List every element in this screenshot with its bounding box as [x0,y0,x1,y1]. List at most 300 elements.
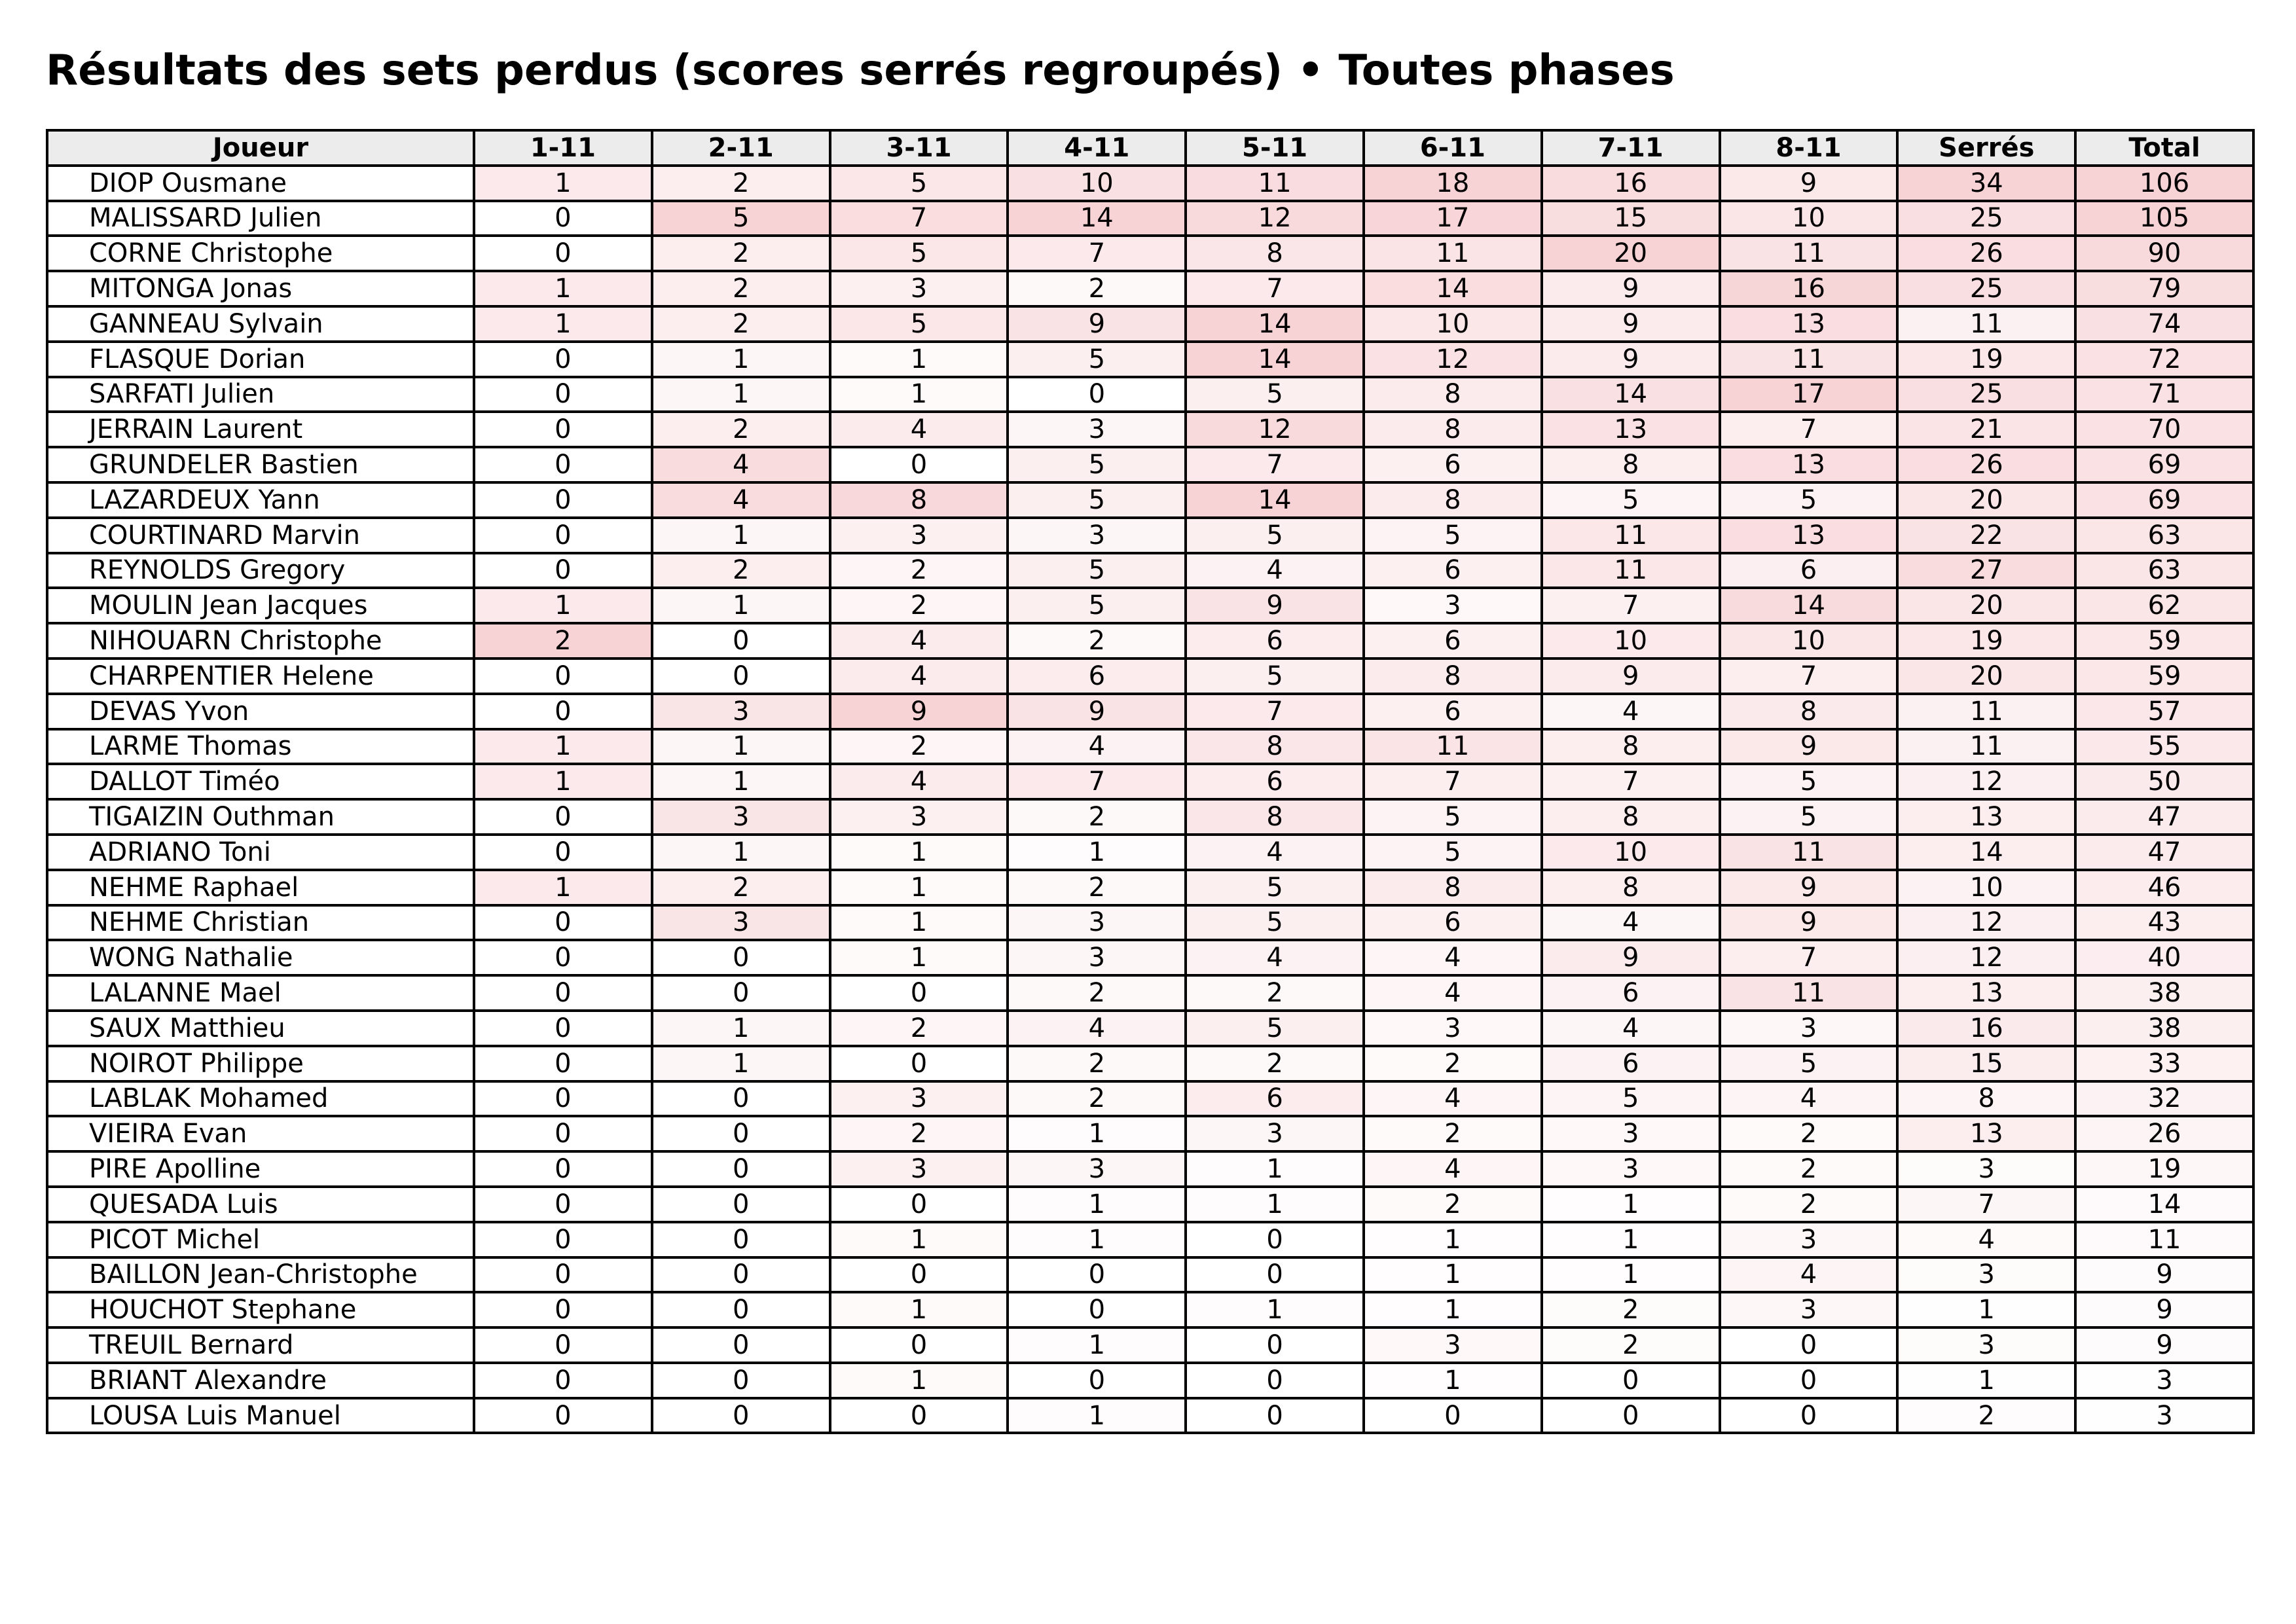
value-cell: 0 [1720,1398,1898,1434]
value-cell: 47 [2075,835,2253,870]
value-cell: 2 [1364,1046,1542,1081]
value-cell: 0 [474,553,652,588]
value-cell: 9 [1008,306,1186,342]
value-cell: 20 [1542,236,1720,271]
value-cell: 5 [1186,870,1364,905]
table-row [47,623,2253,659]
table-row [47,1081,2253,1117]
column-header-5-11[interactable]: 5-11 [1186,130,1364,166]
value-cell: 74 [2075,306,2253,342]
value-cell: 3 [1897,1151,2075,1187]
value-cell: 8 [1364,377,1542,412]
value-cell: 6 [1720,553,1898,588]
value-cell: 3 [1186,1116,1364,1151]
value-cell: 0 [1186,1398,1364,1434]
value-cell: 1 [830,835,1008,870]
value-cell: 10 [1542,835,1720,870]
value-cell: 4 [1364,1081,1542,1117]
player-name-cell: LABLAK Mohamed [47,1081,474,1117]
value-cell: 6 [1008,659,1186,694]
player-name-cell: MALISSARD Julien [47,201,474,236]
player-name-cell: QUESADA Luis [47,1187,474,1222]
table-row [47,1292,2253,1327]
value-cell: 2 [1720,1151,1898,1187]
player-name-cell: LALANNE Mael [47,975,474,1011]
value-cell: 6 [1186,1081,1364,1117]
value-cell: 5 [1186,905,1364,941]
value-cell: 0 [652,1398,830,1434]
value-cell: 1 [1897,1363,2075,1398]
column-header-8-11[interactable]: 8-11 [1720,130,1898,166]
value-cell: 0 [652,975,830,1011]
value-cell: 1 [1364,1292,1542,1327]
value-cell: 8 [1186,799,1364,835]
value-cell: 1 [652,1046,830,1081]
value-cell: 1 [830,377,1008,412]
value-cell: 4 [1186,835,1364,870]
value-cell: 1 [1186,1187,1364,1222]
value-cell: 10 [1542,623,1720,659]
player-name-cell: JERRAIN Laurent [47,412,474,447]
value-cell: 21 [1897,412,2075,447]
value-cell: 6 [1364,447,1542,482]
table-row [47,835,2253,870]
value-cell: 7 [1186,271,1364,306]
player-name-cell: NOIROT Philippe [47,1046,474,1081]
value-cell: 1 [1186,1151,1364,1187]
value-cell: 12 [1186,412,1364,447]
table-row [47,447,2253,482]
player-name-cell: DEVAS Yvon [47,694,474,729]
value-cell: 11 [1364,729,1542,765]
value-cell: 13 [1720,306,1898,342]
value-cell: 11 [1186,166,1364,201]
column-header-joueur[interactable]: Joueur [47,130,474,166]
value-cell: 0 [652,1257,830,1293]
value-cell: 2 [1364,1187,1542,1222]
value-cell: 2 [1008,1046,1186,1081]
value-cell: 25 [1897,201,2075,236]
value-cell: 14 [1186,306,1364,342]
value-cell: 1 [474,870,652,905]
value-cell: 11 [1542,553,1720,588]
value-cell: 3 [1720,1222,1898,1257]
value-cell: 40 [2075,940,2253,975]
table-row [47,1327,2253,1363]
value-cell: 13 [1542,412,1720,447]
player-name-cell: MOULIN Jean Jacques [47,588,474,623]
value-cell: 25 [1897,271,2075,306]
value-cell: 0 [474,905,652,941]
table-row [47,764,2253,799]
value-cell: 12 [1897,940,2075,975]
table-row [47,1222,2253,1257]
value-cell: 1 [1897,1292,2075,1327]
value-cell: 0 [830,447,1008,482]
column-header-7-11[interactable]: 7-11 [1542,130,1720,166]
table-row [47,729,2253,765]
value-cell: 5 [1720,764,1898,799]
player-name-cell: DIOP Ousmane [47,166,474,201]
value-cell: 3 [1008,940,1186,975]
value-cell: 8 [1364,659,1542,694]
value-cell: 1 [1008,1222,1186,1257]
value-cell: 0 [830,1187,1008,1222]
value-cell: 72 [2075,342,2253,377]
player-name-cell: CORNE Christophe [47,236,474,271]
value-cell: 10 [1897,870,2075,905]
value-cell: 4 [830,764,1008,799]
value-cell: 4 [830,623,1008,659]
value-cell: 63 [2075,553,2253,588]
value-cell: 0 [830,1327,1008,1363]
column-header-4-11[interactable]: 4-11 [1008,130,1186,166]
value-cell: 0 [474,659,652,694]
value-cell: 5 [1186,659,1364,694]
value-cell: 8 [1542,729,1720,765]
player-name-cell: LARME Thomas [47,729,474,765]
value-cell: 10 [1720,201,1898,236]
player-name-cell: NIHOUARN Christophe [47,623,474,659]
table-row [47,306,2253,342]
table-row [47,905,2253,941]
value-cell: 9 [1720,166,1898,201]
value-cell: 0 [474,412,652,447]
value-cell: 2 [1542,1292,1720,1327]
value-cell: 5 [1186,518,1364,553]
value-cell: 7 [1186,447,1364,482]
value-cell: 16 [1720,271,1898,306]
value-cell: 38 [2075,975,2253,1011]
value-cell: 9 [1720,870,1898,905]
table-row [47,412,2253,447]
value-cell: 7 [1364,764,1542,799]
value-cell: 3 [830,271,1008,306]
value-cell: 5 [1720,799,1898,835]
table-row [47,518,2253,553]
value-cell: 4 [652,447,830,482]
value-cell: 6 [1364,553,1542,588]
value-cell: 2 [1542,1327,1720,1363]
player-name-cell: REYNOLDS Gregory [47,553,474,588]
value-cell: 5 [1008,553,1186,588]
value-cell: 7 [1720,940,1898,975]
player-name-cell: GANNEAU Sylvain [47,306,474,342]
value-cell: 0 [1008,1363,1186,1398]
value-cell: 1 [652,835,830,870]
value-cell: 5 [830,306,1008,342]
value-cell: 1 [1542,1257,1720,1293]
value-cell: 9 [1542,342,1720,377]
column-header-serres[interactable]: Serrés [1897,130,2075,166]
value-cell: 11 [1720,835,1898,870]
value-cell: 1 [474,764,652,799]
value-cell: 11 [1897,729,2075,765]
value-cell: 19 [1897,342,2075,377]
value-cell: 90 [2075,236,2253,271]
value-cell: 1 [830,905,1008,941]
value-cell: 0 [652,1116,830,1151]
value-cell: 22 [1897,518,2075,553]
value-cell: 14 [1542,377,1720,412]
value-cell: 12 [1364,342,1542,377]
value-cell: 5 [1364,518,1542,553]
value-cell: 3 [1008,412,1186,447]
value-cell: 1 [1008,835,1186,870]
value-cell: 2 [1364,1116,1542,1151]
value-cell: 0 [1008,377,1186,412]
value-cell: 0 [474,377,652,412]
value-cell: 0 [474,1327,652,1363]
value-cell: 5 [1720,1046,1898,1081]
column-header-2-11[interactable]: 2-11 [652,130,830,166]
table-row [47,201,2253,236]
table-row [47,1011,2253,1046]
value-cell: 2 [652,553,830,588]
player-name-cell: VIEIRA Evan [47,1116,474,1151]
value-cell: 4 [1720,1257,1898,1293]
table-row [47,588,2253,623]
value-cell: 1 [1364,1222,1542,1257]
value-cell: 0 [830,1257,1008,1293]
results-table [46,129,2255,1434]
value-cell: 38 [2075,1011,2253,1046]
value-cell: 1 [474,306,652,342]
value-cell: 13 [1897,799,2075,835]
value-cell: 8 [1364,870,1542,905]
table-row [47,1151,2253,1187]
player-name-cell: BRIANT Alexandre [47,1363,474,1398]
value-cell: 8 [830,482,1008,518]
value-cell: 0 [474,1222,652,1257]
table-row [47,271,2253,306]
value-cell: 5 [1542,1081,1720,1117]
value-cell: 8 [1364,412,1542,447]
value-cell: 0 [1008,1257,1186,1293]
value-cell: 69 [2075,447,2253,482]
value-cell: 9 [1542,940,1720,975]
value-cell: 6 [1542,1046,1720,1081]
value-cell: 1 [830,940,1008,975]
player-name-cell: NEHME Raphael [47,870,474,905]
value-cell: 0 [474,1398,652,1434]
value-cell: 7 [1186,694,1364,729]
value-cell: 70 [2075,412,2253,447]
value-cell: 8 [1364,482,1542,518]
value-cell: 0 [1542,1398,1720,1434]
value-cell: 7 [1008,236,1186,271]
value-cell: 13 [1897,1116,2075,1151]
value-cell: 1 [652,1011,830,1046]
value-cell: 3 [1542,1116,1720,1151]
value-cell: 0 [652,659,830,694]
value-cell: 4 [1364,975,1542,1011]
value-cell: 6 [1364,694,1542,729]
value-cell: 2 [830,1116,1008,1151]
value-cell: 2 [652,236,830,271]
value-cell: 20 [1897,482,2075,518]
table-row [47,659,2253,694]
value-cell: 5 [1186,377,1364,412]
value-cell: 8 [1542,447,1720,482]
value-cell: 14 [1720,588,1898,623]
value-cell: 1 [652,588,830,623]
value-cell: 1 [830,342,1008,377]
value-cell: 1 [830,1292,1008,1327]
value-cell: 2 [1008,623,1186,659]
value-cell: 16 [1542,166,1720,201]
value-cell: 8 [1186,236,1364,271]
value-cell: 2 [1720,1187,1898,1222]
player-name-cell: LAZARDEUX Yann [47,482,474,518]
value-cell: 106 [2075,166,2253,201]
value-cell: 3 [1720,1011,1898,1046]
player-name-cell: DALLOT Timéo [47,764,474,799]
value-cell: 3 [2075,1398,2253,1434]
value-cell: 5 [1186,1011,1364,1046]
value-cell: 0 [652,1081,830,1117]
value-cell: 3 [1897,1257,2075,1293]
player-name-cell: BAILLON Jean-Christophe [47,1257,474,1293]
value-cell: 1 [830,870,1008,905]
value-cell: 4 [1542,905,1720,941]
value-cell: 7 [1720,412,1898,447]
value-cell: 0 [474,342,652,377]
value-cell: 0 [652,1292,830,1327]
table-row [47,166,2253,201]
value-cell: 7 [1008,764,1186,799]
value-cell: 3 [1364,588,1542,623]
value-cell: 57 [2075,694,2253,729]
value-cell: 3 [1008,518,1186,553]
value-cell: 27 [1897,553,2075,588]
value-cell: 25 [1897,377,2075,412]
value-cell: 0 [652,1327,830,1363]
value-cell: 4 [1186,553,1364,588]
value-cell: 2 [830,729,1008,765]
value-cell: 8 [1542,799,1720,835]
value-cell: 4 [1364,940,1542,975]
value-cell: 2 [1008,975,1186,1011]
value-cell: 11 [1897,694,2075,729]
value-cell: 19 [2075,1151,2253,1187]
player-name-cell: CHARPENTIER Helene [47,659,474,694]
table-row [47,1257,2253,1293]
value-cell: 3 [1897,1327,2075,1363]
column-header-total[interactable]: Total [2075,130,2253,166]
value-cell: 1 [1364,1257,1542,1293]
value-cell: 0 [474,1363,652,1398]
value-cell: 14 [1897,835,2075,870]
value-cell: 1 [1008,1398,1186,1434]
value-cell: 2 [1897,1398,2075,1434]
value-cell: 13 [1897,975,2075,1011]
value-cell: 0 [474,518,652,553]
table-row [47,553,2253,588]
player-name-cell: FLASQUE Dorian [47,342,474,377]
value-cell: 1 [474,729,652,765]
value-cell: 0 [474,694,652,729]
player-name-cell: GRUNDELER Bastien [47,447,474,482]
table-row [47,694,2253,729]
value-cell: 2 [1008,870,1186,905]
value-cell: 4 [652,482,830,518]
value-cell: 7 [1720,659,1898,694]
value-cell: 26 [2075,1116,2253,1151]
value-cell: 46 [2075,870,2253,905]
table-row [47,940,2253,975]
value-cell: 7 [1542,588,1720,623]
value-cell: 5 [1364,835,1542,870]
column-header-6-11[interactable]: 6-11 [1364,130,1542,166]
value-cell: 2 [1008,271,1186,306]
value-cell: 0 [1186,1257,1364,1293]
value-cell: 20 [1897,588,2075,623]
value-cell: 1 [1008,1116,1186,1151]
value-cell: 3 [652,799,830,835]
value-cell: 10 [1720,623,1898,659]
value-cell: 0 [1186,1363,1364,1398]
value-cell: 3 [652,905,830,941]
value-cell: 79 [2075,271,2253,306]
value-cell: 50 [2075,764,2253,799]
value-cell: 10 [1364,306,1542,342]
value-cell: 71 [2075,377,2253,412]
player-name-cell: COURTINARD Marvin [47,518,474,553]
value-cell: 5 [1008,342,1186,377]
player-name-cell: SAUX Matthieu [47,1011,474,1046]
table-row [47,1187,2253,1222]
player-name-cell: SARFATI Julien [47,377,474,412]
value-cell: 12 [1186,201,1364,236]
value-cell: 0 [474,447,652,482]
value-cell: 47 [2075,799,2253,835]
value-cell: 14 [1186,342,1364,377]
value-cell: 2 [1008,1081,1186,1117]
value-cell: 1 [1008,1187,1186,1222]
value-cell: 16 [1897,1011,2075,1046]
value-cell: 1 [652,729,830,765]
value-cell: 0 [652,940,830,975]
value-cell: 0 [474,835,652,870]
value-cell: 6 [1186,623,1364,659]
value-cell: 2 [652,271,830,306]
player-name-cell: WONG Nathalie [47,940,474,975]
value-cell: 2 [830,588,1008,623]
value-cell: 5 [1364,799,1542,835]
value-cell: 2 [1186,975,1364,1011]
value-cell: 59 [2075,623,2253,659]
value-cell: 3 [830,799,1008,835]
value-cell: 5 [1008,482,1186,518]
table-row [47,1398,2253,1434]
value-cell: 1 [1542,1187,1720,1222]
value-cell: 0 [474,1187,652,1222]
value-cell: 15 [1542,201,1720,236]
player-name-cell: NEHME Christian [47,905,474,941]
column-header-3-11[interactable]: 3-11 [830,130,1008,166]
value-cell: 8 [1542,870,1720,905]
value-cell: 12 [1897,905,2075,941]
value-cell: 9 [1542,659,1720,694]
player-name-cell: TREUIL Bernard [47,1327,474,1363]
value-cell: 4 [1542,1011,1720,1046]
value-cell: 0 [652,1363,830,1398]
player-name-cell: HOUCHOT Stephane [47,1292,474,1327]
column-header-1-11[interactable]: 1-11 [474,130,652,166]
value-cell: 9 [1542,271,1720,306]
value-cell: 0 [474,1046,652,1081]
